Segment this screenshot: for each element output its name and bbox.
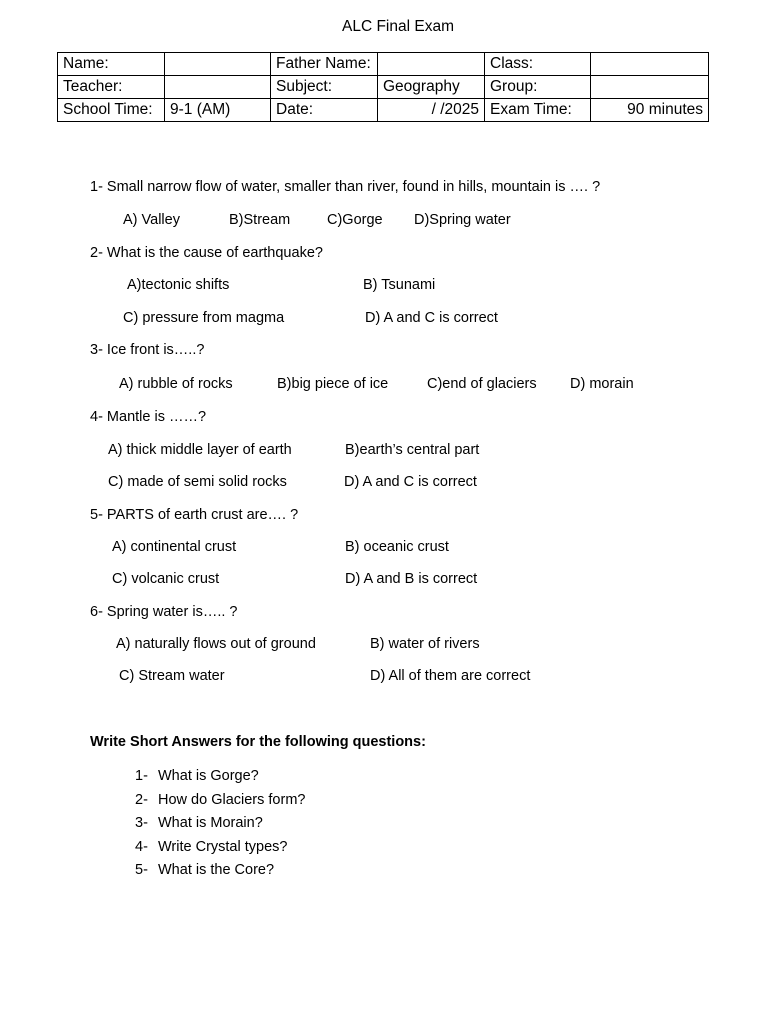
- q2-option-b[interactable]: B) Tsunami: [363, 277, 436, 293]
- exam-time-value: 90 minutes: [591, 99, 709, 122]
- name-field[interactable]: [165, 53, 271, 76]
- short-answers-heading: Write Short Answers for the following questions:: [90, 734, 426, 750]
- subject-label: Subject:: [271, 76, 378, 99]
- q1-option-a[interactable]: A) Valley: [123, 212, 180, 228]
- short-question-1: 1- What is Gorge?: [135, 768, 259, 784]
- short-question-5: 5- What is the Core?: [135, 862, 275, 878]
- q4-option-c[interactable]: C) made of semi solid rocks: [108, 474, 287, 490]
- teacher-field[interactable]: [165, 76, 271, 99]
- q3-option-c[interactable]: C)end of glaciers: [427, 376, 537, 392]
- group-field[interactable]: [591, 76, 709, 99]
- q4-option-d[interactable]: D) A and C is correct: [344, 474, 477, 490]
- q5-option-c[interactable]: C) volcanic crust: [112, 571, 220, 587]
- q2-option-c[interactable]: C) pressure from magma: [123, 310, 285, 326]
- class-label: Class:: [485, 53, 591, 76]
- q3-option-b[interactable]: B)big piece of ice: [277, 376, 389, 392]
- exam-time-label: Exam Time:: [485, 99, 591, 122]
- question-2: 2- What is the cause of earthquake?: [90, 245, 323, 261]
- group-label: Group:: [485, 76, 591, 99]
- date-value: / /2025: [378, 99, 485, 122]
- school-time-value: 9-1 (AM): [165, 99, 271, 122]
- q3-option-d[interactable]: D) morain: [570, 376, 634, 392]
- school-time-label: School Time:: [58, 99, 165, 122]
- question-3: 3- Ice front is…..?: [90, 342, 205, 358]
- exam-title: ALC Final Exam: [342, 18, 454, 35]
- q6-option-b[interactable]: B) water of rivers: [370, 636, 480, 652]
- info-row-1: [58, 53, 709, 76]
- q4-option-a[interactable]: A) thick middle layer of earth: [108, 442, 292, 458]
- question-4: 4- Mantle is ……?: [90, 409, 207, 425]
- q1-option-d[interactable]: D)Spring water: [414, 212, 511, 228]
- subject-value: Geography: [378, 76, 485, 99]
- class-field[interactable]: [591, 53, 709, 76]
- father-name-label: Father Name:: [271, 53, 378, 76]
- question-6: 6- Spring water is….. ?: [90, 604, 238, 620]
- q1-option-b[interactable]: B)Stream: [229, 212, 291, 228]
- name-label: Name:: [58, 53, 165, 76]
- q6-option-d[interactable]: D) All of them are correct: [370, 668, 531, 684]
- teacher-label: Teacher:: [58, 76, 165, 99]
- student-info-table: [57, 52, 709, 122]
- short-answer-list: [135, 766, 305, 884]
- q5-option-b[interactable]: B) oceanic crust: [345, 539, 449, 555]
- info-row-2: [58, 76, 709, 99]
- short-question-4: 4- Write Crystal types?: [135, 838, 288, 855]
- short-question-2: 2- How do Glaciers form?: [135, 791, 306, 808]
- question-5: 5- PARTS of earth crust are…. ?: [90, 507, 299, 523]
- info-row-3: [58, 99, 709, 122]
- q2-option-a[interactable]: A)tectonic shifts: [127, 277, 230, 293]
- question-1: 1- Small narrow flow of water, smaller than river, found in hills, mountain is …. ?: [90, 179, 601, 195]
- q4-option-b[interactable]: B)earth’s central part: [345, 442, 480, 458]
- short-question-3: 3- What is Morain?: [135, 815, 263, 831]
- q5-option-a[interactable]: A) continental crust: [112, 539, 237, 555]
- q1-option-c[interactable]: C)Gorge: [327, 212, 383, 228]
- q5-option-d[interactable]: D) A and B is correct: [345, 571, 478, 587]
- q6-option-a[interactable]: A) naturally flows out of ground: [116, 636, 316, 652]
- q2-option-d[interactable]: D) A and C is correct: [365, 310, 498, 326]
- q6-option-c[interactable]: C) Stream water: [119, 668, 225, 684]
- date-label: Date:: [271, 99, 378, 122]
- father-name-field[interactable]: [378, 53, 485, 76]
- q3-option-a[interactable]: A) rubble of rocks: [119, 376, 233, 392]
